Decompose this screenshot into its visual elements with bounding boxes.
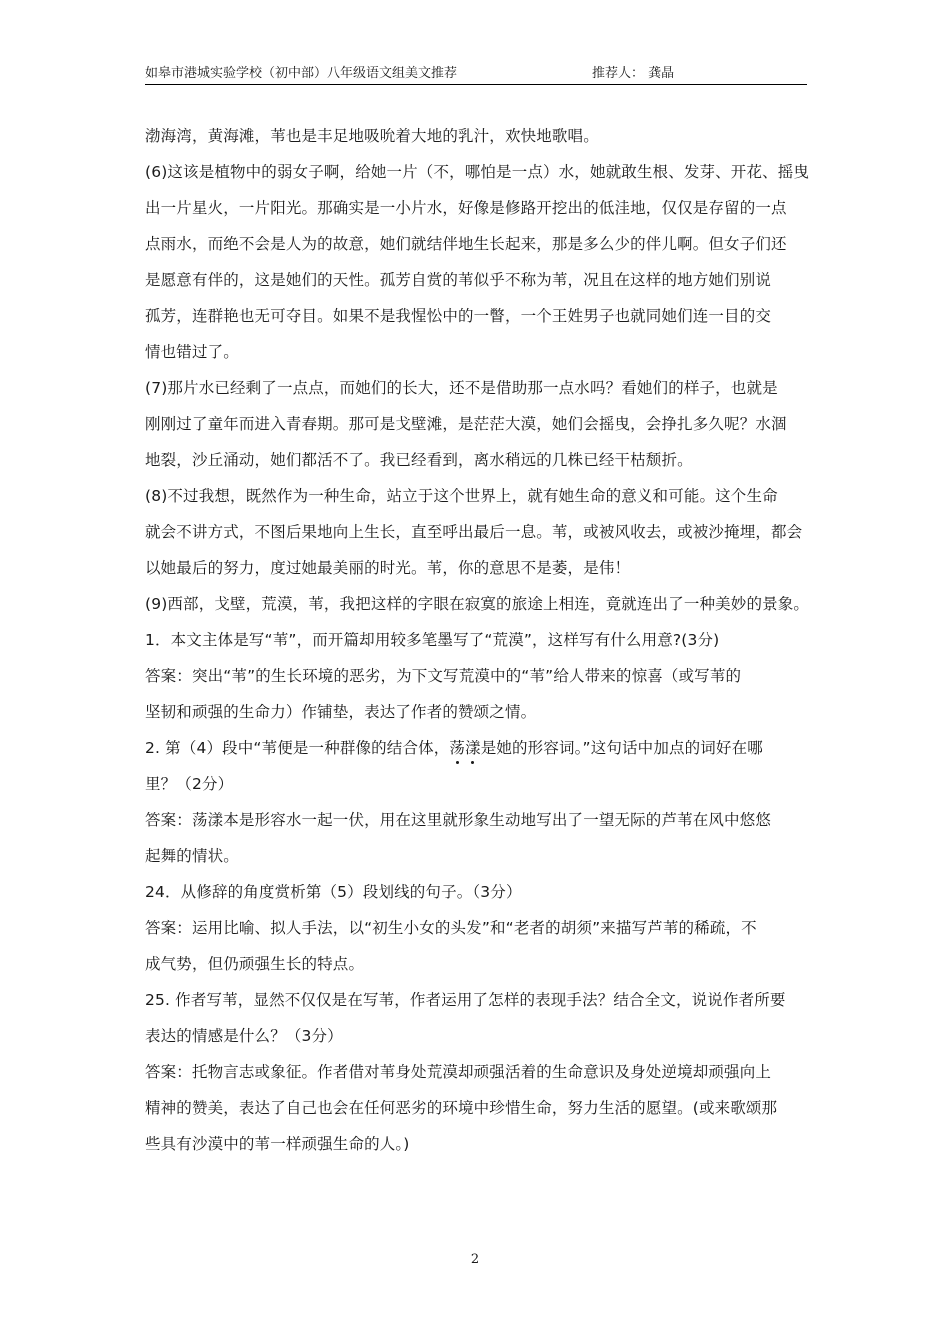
- answer-25: 答案：托物言志或象征。作者借对苇身处荒漠却顽强活着的生命意识及身处逆境却顽强向上: [145, 1063, 772, 1081]
- answer-2-cont: 起舞的情状。: [145, 847, 239, 865]
- question-25: 25. 作者写苇，显然不仅仅是在写苇，作者运用了怎样的表现手法？结合全文，说说作者所要: [145, 991, 786, 1009]
- answer-2: 答案：荡漾本是形容水一起一伏，用在这里就形象生动地写出了一望无际的芦苇在风中悠悠: [145, 811, 772, 829]
- answer-24-cont: 成气势，但仍顽强生长的特点。: [145, 955, 365, 973]
- question-24: 24．从修辞的角度赏析第（5）段划线的句子。（3分）: [145, 883, 522, 901]
- question-2: [145, 730, 810, 766]
- text-line: 出一片星火，一片阳光。那确实是一小片水，好像是修路开挖出的低洼地，仅仅是存留的一点: [145, 199, 787, 217]
- dotted-character: 荡: [449, 730, 465, 766]
- question-2-text-after: 是她的形容词。”这句话中加点的词好在哪: [480, 739, 763, 757]
- document-body: [145, 118, 810, 1162]
- text-line: (9)西部，戈壁，荒漠，苇，我把这样的字眼在寂寞的旅途上相连，竟就连出了一种美妙的景象。: [145, 595, 810, 613]
- question-25-cont: 表达的情感是什么？（3分）: [145, 1027, 343, 1045]
- text-line: 渤海湾，黄海滩，苇也是丰足地吸吮着大地的乳汁，欢快地歌唱。: [145, 127, 599, 145]
- question-2-cont: 里？（2分）: [145, 775, 234, 793]
- text-line: (6)这该是植物中的弱女子啊，给她一片（不，哪怕是一点）水，她就敢生根、发芽、开花、摇曳: [145, 163, 810, 181]
- text-line: 刚刚过了童年而进入青春期。那可是戈壁滩，是茫茫大漠，她们会摇曳，会挣扎多久呢？水涸: [145, 415, 787, 433]
- header-school-title: 如皋市港城实验学校（初中部）八年级语文组美文推荐: [145, 66, 458, 81]
- text-line: 是愿意有伴的，这是她们的天性。孤芳自赏的苇似乎不称为苇，况且在这样的地方她们别说: [145, 271, 772, 289]
- text-line: 孤芳，连群艳也无可夺目。如果不是我惺忪中的一瞥，一个王姓男子也就同她们连一目的交: [145, 307, 772, 325]
- text-line: 地裂，沙丘涌动，她们都活不了。我已经看到，离水稍远的几株已经干枯颓折。: [145, 451, 693, 469]
- header-recommender: 推荐人： 龚晶: [592, 66, 675, 81]
- dotted-character: 漾: [465, 730, 481, 766]
- answer-1: 答案：突出“苇”的生长环境的恶劣，为下文写荒漠中的“苇”给人带来的惊喜（或写苇的: [145, 667, 742, 685]
- text-line: 就会不讲方式，不图后果地向上生长，直至呼出最后一息。苇，或被风收去，或被沙掩埋，都会: [145, 523, 803, 541]
- question-2-text-before: 2. 第（4）段中“苇便是一种群像的结合体，: [145, 739, 450, 757]
- page-header: [145, 66, 807, 85]
- text-line: (7)那片水已经剩了一点点，而她们的长大，还不是借助那一点水吗？看她们的样子，也就是: [145, 379, 778, 397]
- text-line: 点雨水，而绝不会是人为的故意，她们就结伴地生长起来，那是多么少的伴儿啊。但女子们还: [145, 235, 787, 253]
- answer-1-cont: 坚韧和顽强的生命力）作铺垫，表达了作者的赞颂之情。: [145, 703, 537, 721]
- answer-25-cont: 些具有沙漠中的苇一样顽强生命的人。): [145, 1135, 410, 1153]
- text-line: (8)不过我想，既然作为一种生命，站立于这个世界上，就有她生命的意义和可能。这个生命: [145, 487, 778, 505]
- text-line: 情也错过了。: [145, 343, 239, 361]
- answer-24: 答案：运用比喻、拟人手法，以“初生小女的头发”和“老者的胡须”来描写芦苇的稀疏，不: [145, 919, 757, 937]
- answer-25-cont: 精神的赞美，表达了自己也会在任何恶劣的环境中珍惜生命，努力生活的愿望。(或来歌颂那: [145, 1099, 778, 1117]
- text-line: 以她最后的努力，度过她最美丽的时光。苇，你的意思不是萎，是伟！: [145, 559, 631, 577]
- page-number: 2: [470, 1252, 480, 1267]
- question-1: 1．本文主体是写“苇”，而开篇却用较多笔墨写了“荒漠”，这样写有什么用意?(3分): [145, 631, 720, 649]
